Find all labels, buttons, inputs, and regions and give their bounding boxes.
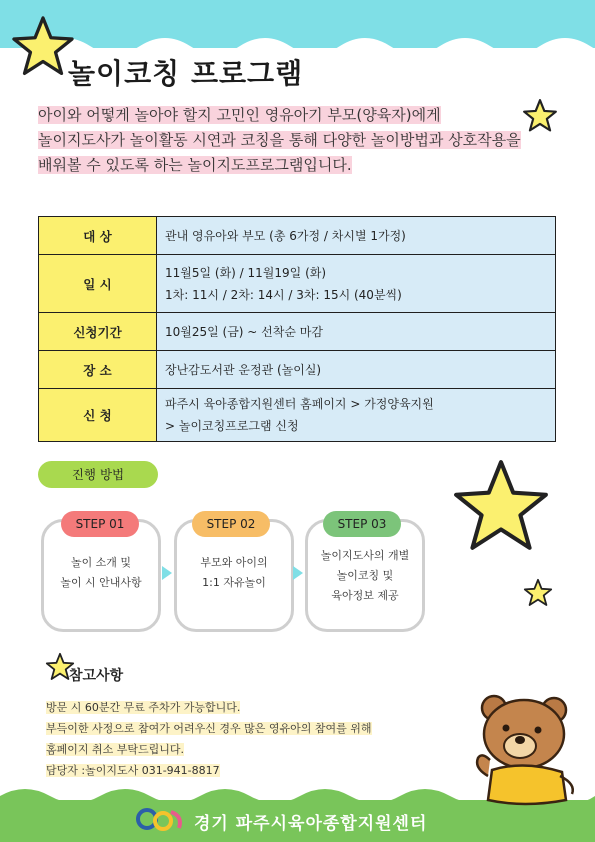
row-value: 파주시 육아종합지원센터 홈페이지 > 가정양육지원 > 놀이코칭프로그램 신청 [157, 389, 556, 442]
step-text-1: 놀이 소개 및 놀이 시 안내사항 [60, 556, 142, 589]
info-table [38, 216, 556, 442]
note-line: 담당자 :놀이지도사 031-941-8817 [46, 764, 220, 777]
intro-text [38, 103, 568, 178]
note-line: 홈페이지 취소 부탁드립니다. [46, 743, 185, 756]
footer-center-name: 경기 파주시육아종합지원센터 [194, 814, 428, 834]
notes-title: 참고사항 [69, 668, 124, 684]
row-value: 10월25일 (금) ~ 선착순 마감 [157, 313, 556, 351]
row-value: 11월5일 (화) / 11월19일 (화) 1차: 11시 / 2차: 14시 / 3차: 15시 (40분씩) [157, 255, 556, 313]
row-label: 일 시 [39, 255, 157, 313]
row-label: 장 소 [39, 351, 157, 389]
step-text-3: 놀이지도사의 개별 놀이코칭 및 육아정보 제공 [320, 549, 410, 602]
note-line: 방문 시 60분간 무료 주차가 가능합니다. [46, 701, 241, 714]
intro-line: 놀이지도사가 놀이활동 시연과 코칭을 통해 다양한 놀이방법과 상호작용을 [38, 131, 521, 149]
notes-list [46, 697, 372, 781]
row-value: 관내 영유아와 부모 (총 6가정 / 차시별 1가정) [157, 217, 556, 255]
step-badge-3: STEP 03 [323, 511, 401, 537]
table-row [39, 255, 556, 313]
row-label: 신 청 [39, 389, 157, 442]
arrow-right-icon [162, 566, 172, 580]
big-star-icon [450, 456, 552, 558]
row-value: 장난감도서관 운정관 (놀이실) [157, 351, 556, 389]
table-row [39, 351, 556, 389]
note-line: 부득이한 사정으로 참여가 어려우신 경우 많은 영유아의 참여를 위해 [46, 722, 372, 735]
table-row [39, 313, 556, 351]
large-star-icon [10, 14, 76, 80]
row-label: 신청기간 [39, 313, 157, 351]
step-text-2: 부모와 아이의 1:1 자유놀이 [200, 556, 268, 589]
center-logo-icon [135, 804, 187, 834]
row-label: 대 상 [39, 217, 157, 255]
step-badge-2: STEP 02 [192, 511, 270, 537]
intro-line: 아이와 어떻게 놀아야 할지 고민인 영유아기 부모(양육자)에게 [38, 106, 441, 124]
bear-mascot-icon [472, 688, 582, 808]
process-label: 진행 방법 [38, 461, 158, 488]
table-row [39, 389, 556, 442]
arrow-right-icon [293, 566, 303, 580]
tiny-star-icon [523, 578, 553, 608]
table-row [39, 217, 556, 255]
intro-line: 배워볼 수 있도록 하는 놀이지도프로그램입니다. [38, 156, 352, 174]
page-title: 놀이코칭 프로그램 [68, 57, 304, 90]
step-badge-1: STEP 01 [61, 511, 139, 537]
